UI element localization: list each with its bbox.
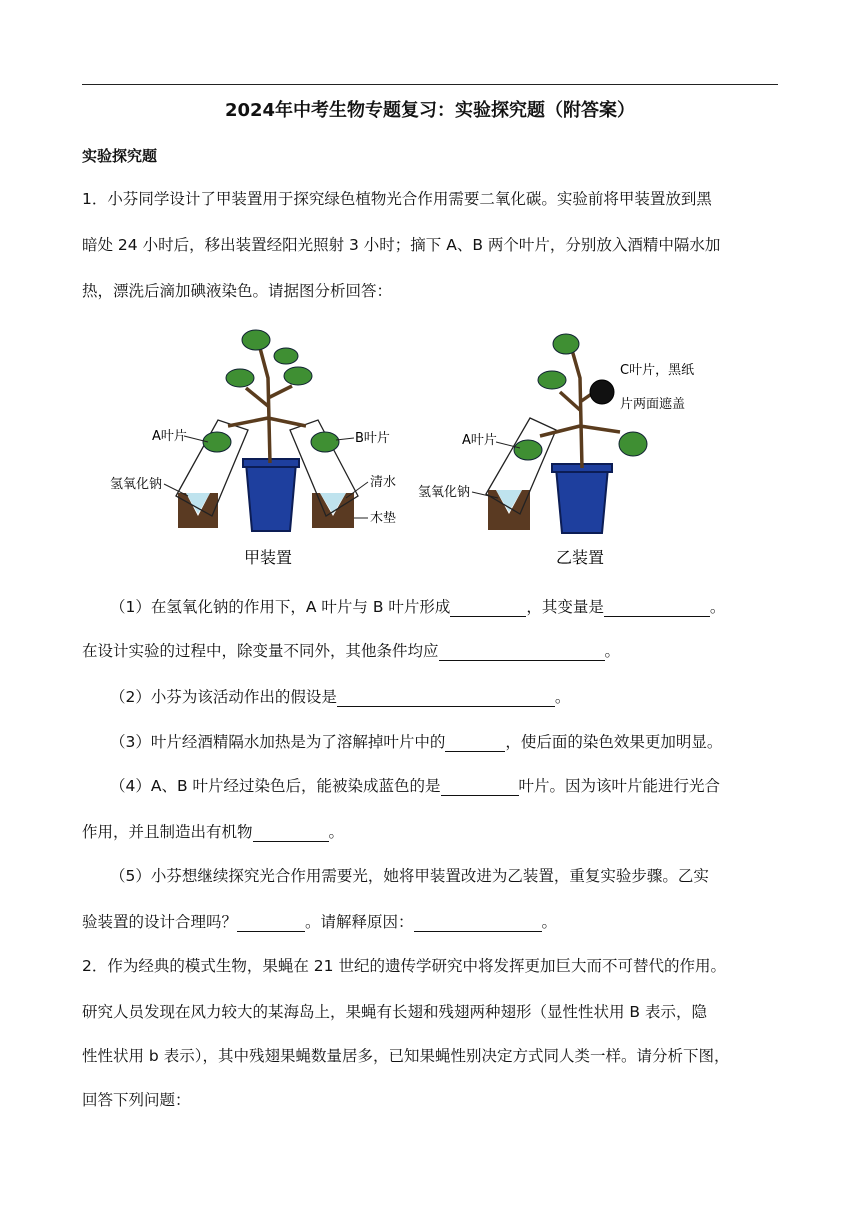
device-jia [110,330,396,567]
answer-blank[interactable] [441,775,519,796]
answer-blank[interactable] [445,731,505,752]
label-c-leaf-line-1: C叶片，黑纸 [620,363,695,378]
answer-blank[interactable] [253,821,329,842]
caption-yi: 乙装置 [556,548,605,567]
q1-stem-line-3: 热，漂洗后滴加碘液染色。请据图分析回答： [82,282,393,300]
leaf [553,334,579,354]
q1-sub2: （2）小芬为该活动作出的假设是 。 [110,688,571,706]
label-a-leaf: A叶片 [152,429,187,444]
leaf-a [514,440,542,460]
label-b-leaf: B叶片 [355,431,390,446]
header-rule [82,84,778,85]
q1-sub1-line-1: （1）在氢氧化钠的作用下，A 叶片与 B 叶片形成 ，其变量是 。 [110,598,726,616]
leaf-b [311,432,339,452]
q2-stem-line-2: 研究人员发现在风力较大的某海岛上，果蝇有长翅和残翅两种翅形（显性性状用 B 表示，隐 [82,1003,707,1021]
answer-blank[interactable] [414,911,542,932]
q1-sub4-line-1: （4）A、B 叶片经过染色后，能被染成蓝色的是 叶片。因为该叶片能进行光合 [110,777,721,795]
q1-sub5-line-2: 验装置的设计合理吗？ 。请解释原因： 。 [82,913,558,931]
page-title: 2024年中考生物专题复习：实验探究题（附答案） [224,100,636,121]
q2-stem-line-4: 回答下列问题： [82,1091,191,1109]
caption-jia: 甲装置 [244,548,293,567]
leaf [274,348,298,364]
leaf [284,367,312,385]
q1-sub3: （3）叶片经酒精隔水加热是为了溶解掉叶片中的 ，使后面的染色效果更加明显。 [110,733,723,751]
q2-stem-line-3: 性性状用 b 表示），其中残翅果蝇数量居多，已知果蝇性别决定方式同人类一样。请分析下图， [82,1047,730,1065]
pot [246,463,296,531]
stem [228,348,306,463]
experiment-figure [100,318,740,578]
section-heading: 实验探究题 [82,147,158,165]
label-a-leaf-2: A叶片 [462,433,497,448]
pot [556,468,608,533]
q1-sub1-line-2: 在设计实验的过程中，除变量不同外，其他条件均应 。 [82,642,621,660]
answer-blank[interactable] [337,686,555,707]
answer-blank[interactable] [439,640,605,661]
label-naoh: 氢氧化钠 [110,477,163,492]
q1-stem-line-1: 1．小芬同学设计了甲装置用于探究绿色植物光合作用需要二氧化碳。实验前将甲装置放到黑 [82,190,712,208]
answer-blank[interactable] [237,911,305,932]
q1-sub4-line-2: 作用，并且制造出有机物 。 [82,823,345,841]
q2-stem-line-1: 2．作为经典的模式生物，果蝇在 21 世纪的遗传学研究中将发挥更加巨大而不可替代的作用。 [82,957,726,975]
leaf [226,369,254,387]
q1-sub5-line-1: （5）小芬想继续探究光合作用需要光，她将甲装置改进为乙装置，重复实验步骤。乙实 [110,867,709,885]
answer-blank[interactable] [604,596,710,617]
device-yi [418,334,694,567]
answer-blank[interactable] [450,596,526,617]
leaf [242,330,270,350]
q1-stem-line-2: 暗处 24 小时后，移出装置经阳光照射 3 小时；摘下 A、B 两个叶片，分别放入酒精中隔水加 [82,236,721,254]
leaf [619,432,647,456]
label-water: 清水 [370,475,397,490]
leaf [538,371,566,389]
label-naoh-2: 氢氧化钠 [418,485,471,500]
stem [540,350,620,468]
label-c-leaf-line-2: 片两面遮盖 [620,397,686,412]
label-block: 木垫 [370,511,397,526]
leaf-c-covered [590,380,614,404]
